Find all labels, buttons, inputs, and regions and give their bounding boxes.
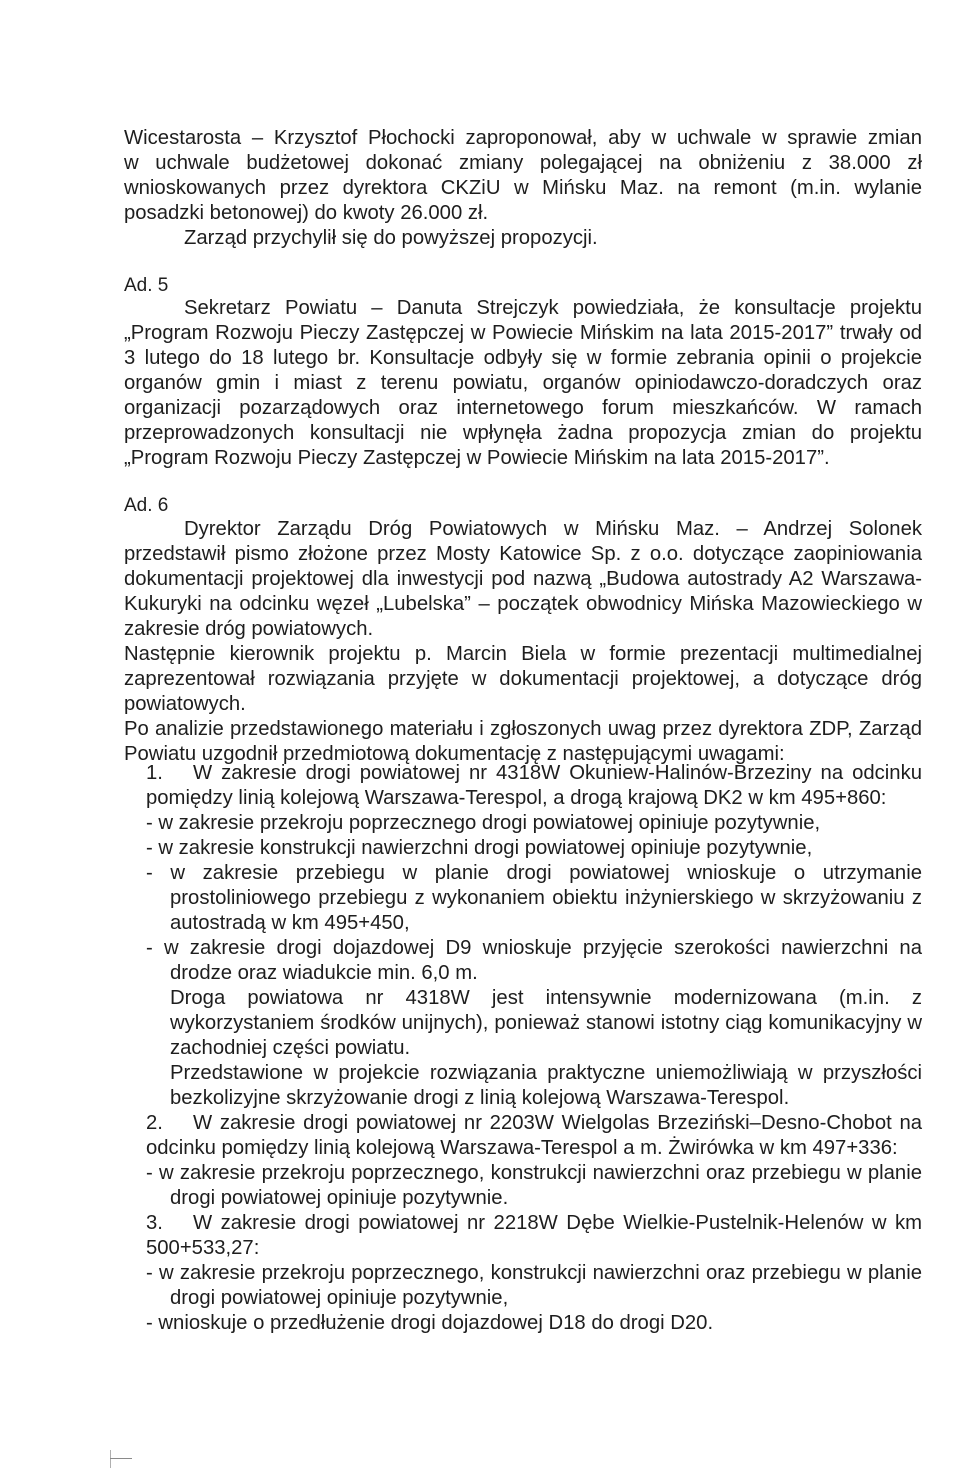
ad6-section bbox=[124, 517, 922, 767]
scan-margin-tick bbox=[110, 1450, 111, 1468]
list-item-text: W zakresie drogi powiatowej nr 2203W Wielgolas Brzeziński–Desno-Chobot na odcinku pomiędzy linią kolejową Warszawa-Terespol a m. Żwirówka w km 497+336: bbox=[146, 1112, 922, 1159]
list-item-text: W zakresie drogi powiatowej nr 2218W Dębe Wielkie-Pustelnik-Helenów w km 500+533,27: bbox=[146, 1212, 922, 1259]
ad6-paragraph-3: Po analizie przedstawionego materiału i zgłoszonych uwag przez dyrektora ZDP, Zarząd Powiatu uzgodnił przedmiotową dokumentację z następującymi uwagami: bbox=[124, 718, 922, 765]
list-item-number: 3. bbox=[146, 1212, 163, 1234]
intro-line-2: w uchwale budżetowej dokonać zmiany polegającej na obniżeniu z 38.000 zł bbox=[124, 152, 922, 174]
ad6-heading: Ad. 6 bbox=[124, 495, 169, 516]
list-bullet: - w zakresie przekroju poprzecznego, konstrukcji nawierzchni oraz przebiegu w planie drogi powiatowej opiniuje pozytywnie, bbox=[146, 1262, 922, 1309]
scan-margin-rule bbox=[110, 1458, 132, 1459]
list-bullet: - wnioskuje o przedłużenie drogi dojazdowej D18 do drogi D20. bbox=[146, 1312, 714, 1334]
list-bullet: - w zakresie przekroju poprzecznego drogi powiatowej opiniuje pozytywnie, bbox=[146, 812, 821, 834]
ad6-paragraph-1: Dyrektor Zarządu Dróg Powiatowych w Mińsku Maz. – Andrzej Solonek przedstawił pismo złożone przez Mosty Katowice Sp. z o.o. dotyczące zaopiniowania dokumentacji projektowej dla inwestycji pod nazwą „Budowa autostrady A2 Warszawa-Kukuryki na odcinku węzeł „Lubelska” – początek obwodnicy Mińska Mazowieckiego w zakresie dróg powiatowych. bbox=[124, 518, 922, 640]
list-bullet: - w zakresie konstrukcji nawierzchni drogi powiatowej opiniuje pozytywnie, bbox=[146, 837, 813, 859]
list-bullet: - w zakresie przebiegu w planie drogi powiatowej wnioskuje o utrzymanie prostoliniowego przebiegu z wykonaniem obiektu inżynierskiego w skrzyżowaniu z autostradą w km 495+450, bbox=[146, 862, 922, 934]
list-bullet: - w zakresie drogi dojazdowej D9 wnioskuje przyjęcie szerokości nawierzchni na drodze oraz wiadukcie min. 6,0 m. bbox=[146, 937, 922, 984]
remarks-list bbox=[124, 761, 922, 1336]
intro-decision: Zarząd przychylił się do powyższej propozycji. bbox=[184, 227, 598, 249]
list-bullet: - w zakresie przekroju poprzecznego, konstrukcji nawierzchni oraz przebiegu w planie drogi powiatowej opiniuje pozytywnie. bbox=[146, 1162, 922, 1209]
list-item-3 bbox=[124, 1211, 922, 1336]
intro-section bbox=[124, 126, 922, 251]
intro-line-4: posadzki betonowej) do kwoty 26.000 zł. bbox=[124, 202, 489, 224]
ad6-paragraph-2: Następnie kierownik projektu p. Marcin Biela w formie prezentacji multimedialnej zaprezentował rozwiązania przyjęte w dokumentacji projektowej, a dotyczące dróg powiatowych. bbox=[124, 643, 922, 715]
ad5-paragraph: Sekretarz Powiatu – Danuta Strejczyk powiedziała, że konsultacje projektu „Program Rozwoju Pieczy Zastępczej w Powiecie Mińskim na lata 2015-2017” trwały od 3 lutego do 18 lutego br. Konsultacje odbyły się w formie zebrania opinii o projekcie organów gmin i miast z terenu powiatu, organów opiniodawczo-doradczych oraz organizacji pozarządowych oraz internetowego forum mieszkańców. W ramach przeprowadzonych konsultacji nie wpłynęła żadna propozycja zmian do projektu „Program Rozwoju Pieczy Zastępczej w Powiecie Mińskim na lata 2015-2017”. bbox=[124, 297, 922, 469]
ad5-section bbox=[124, 296, 922, 471]
list-item-paragraph: Droga powiatowa nr 4318W jest intensywnie modernizowana (m.in. z wykorzystaniem środków unijnych), ponieważ stanowi istotny ciąg komunikacyjny w zachodniej części powiatu. bbox=[170, 987, 922, 1059]
list-item-1 bbox=[124, 761, 922, 1111]
list-item-number: 1. bbox=[146, 762, 163, 784]
list-item-paragraph: Przedstawione w projekcie rozwiązania praktyczne uniemożliwiają w przyszłości bezkolizyjne skrzyżowanie drogi z linią kolejową Warszawa-Terespol. bbox=[170, 1062, 922, 1109]
list-item-number: 2. bbox=[146, 1112, 163, 1134]
intro-line-3: wnioskowanych przez dyrektora CKZiU w Mińsku Maz. na remont (m.in. wylanie bbox=[124, 177, 922, 199]
intro-line-1: Wicestarosta – Krzysztof Płochocki zaproponował, aby w uchwale w sprawie zmian bbox=[124, 127, 922, 149]
list-item-2 bbox=[124, 1111, 922, 1211]
list-item-text: W zakresie drogi powiatowej nr 4318W Okuniew-Halinów-Brzeziny na odcinku pomiędzy linią kolejową Warszawa-Terespol, a drogą krajową DK2 w km 495+860: bbox=[146, 762, 922, 809]
ad5-heading: Ad. 5 bbox=[124, 275, 169, 296]
